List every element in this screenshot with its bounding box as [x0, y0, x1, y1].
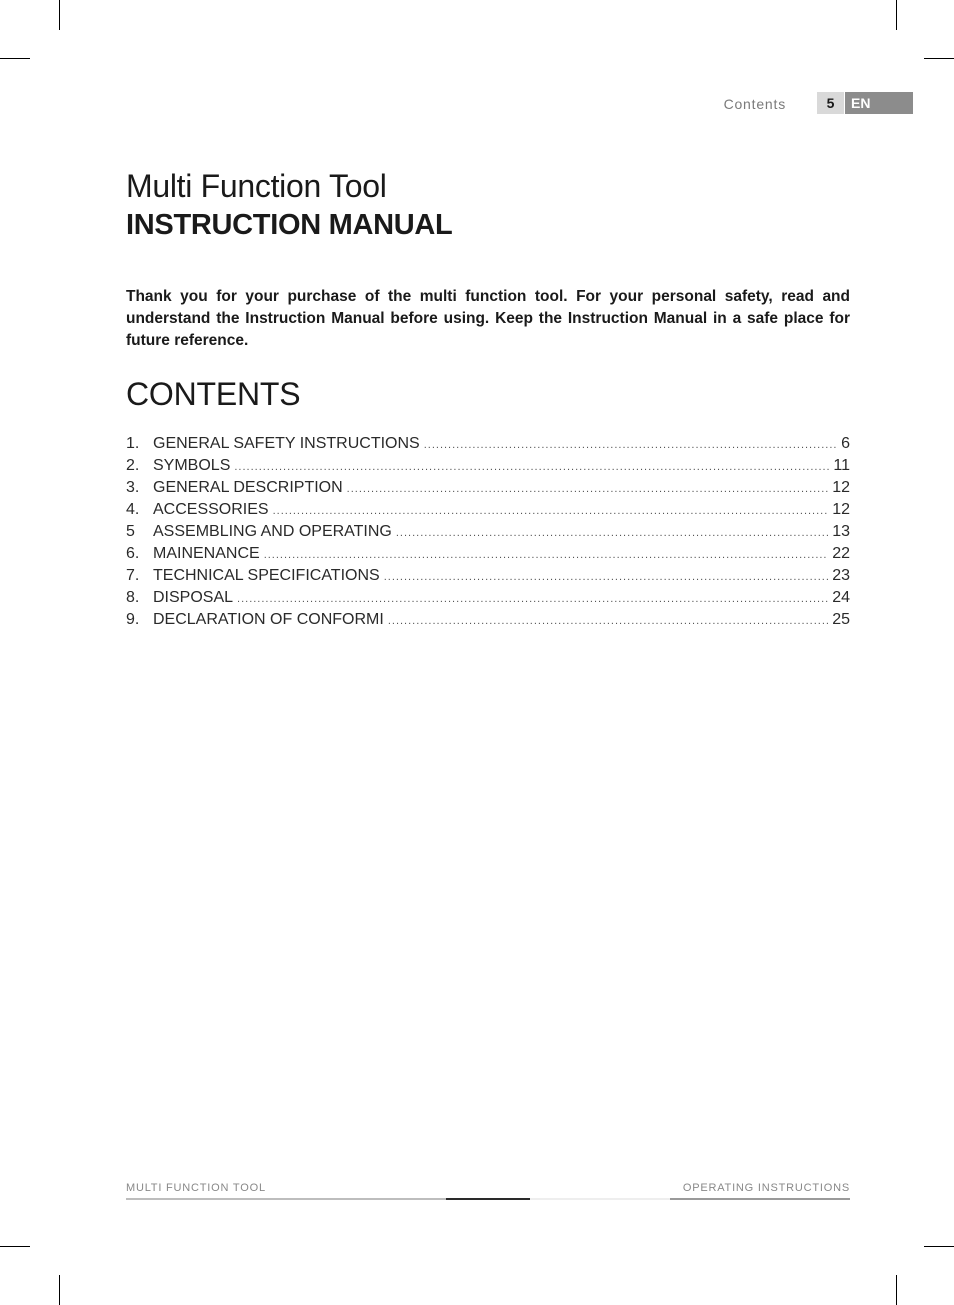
product-title: Multi Function Tool — [126, 168, 387, 204]
toc-item-number: 3. — [126, 479, 140, 496]
toc-item-page: 12 — [832, 479, 850, 496]
toc-item-page: 24 — [832, 589, 850, 606]
toc-leader-dots — [424, 439, 837, 451]
footer-rule — [530, 1198, 670, 1200]
toc-item-page: 23 — [832, 567, 850, 584]
footer-document-type: OPERATING INSTRUCTIONS — [682, 1182, 850, 1194]
toc-item[interactable] — [126, 611, 850, 633]
toc-item-title: GENERAL SAFETY INSTRUCTIONS — [153, 435, 420, 452]
footer-rule — [126, 1198, 446, 1200]
toc-item-number: 1. — [126, 435, 140, 452]
toc-item-title: MAINENANCE — [153, 545, 260, 562]
crop-mark — [896, 0, 897, 30]
toc-item-title: GENERAL DESCRIPTION — [153, 479, 343, 496]
toc-item-number: 7. — [126, 567, 140, 584]
toc-item-title: TECHNICAL SPECIFICATIONS — [153, 567, 380, 584]
toc-item-page: 6 — [841, 435, 850, 452]
toc-item-title: DISPOSAL — [153, 589, 234, 606]
toc-item[interactable] — [126, 501, 850, 523]
toc-leader-dots — [347, 483, 829, 495]
page-number: 5 — [817, 92, 844, 114]
footer-rule — [446, 1198, 530, 1200]
toc-item[interactable] — [126, 479, 850, 501]
toc-item[interactable] — [126, 589, 850, 611]
toc-item-title: DECLARATION OF CONFORMI — [153, 611, 384, 628]
intro-paragraph: Thank you for your purchase of the multi function tool. For your personal safety, read and understand the Instruction Manual before using. Keep the Instruction Manual in a safe place for future reference. — [126, 288, 850, 349]
toc-item[interactable] — [126, 545, 850, 567]
toc-leader-dots — [273, 505, 829, 517]
toc-item-title: ACCESSORIES — [153, 501, 269, 518]
toc-item-number: 6. — [126, 545, 140, 562]
footer-product-name: MULTI FUNCTION TOOL — [126, 1182, 266, 1194]
toc-item-page: 22 — [832, 545, 850, 562]
toc-item[interactable] — [126, 435, 850, 457]
crop-mark — [0, 1246, 30, 1247]
crop-mark — [0, 58, 30, 59]
toc-item-number: 5 — [126, 523, 135, 540]
toc-leader-dots — [234, 461, 829, 473]
toc-leader-dots — [388, 615, 828, 627]
crop-mark — [59, 0, 60, 30]
crop-mark — [924, 58, 954, 59]
document-title: INSTRUCTION MANUAL — [126, 209, 453, 241]
toc-item-number: 4. — [126, 501, 140, 518]
toc-leader-dots — [237, 593, 828, 605]
toc-item-number: 9. — [126, 611, 140, 628]
toc-item-title: SYMBOLS — [153, 457, 231, 474]
toc-item[interactable] — [126, 523, 850, 545]
toc-item[interactable] — [126, 567, 850, 589]
toc-item-title: ASSEMBLING AND OPERATING — [153, 523, 392, 540]
contents-heading: CONTENTS — [126, 376, 301, 412]
toc-item-number: 8. — [126, 589, 140, 606]
toc-item[interactable] — [126, 457, 850, 479]
toc-leader-dots — [396, 527, 828, 539]
toc-item-page: 25 — [832, 611, 850, 628]
toc-leader-dots — [264, 549, 829, 561]
toc-item-page: 11 — [833, 457, 850, 474]
language-tab: EN — [845, 92, 913, 114]
toc-item-page: 13 — [832, 523, 850, 540]
toc-leader-dots — [384, 571, 829, 583]
crop-mark — [924, 1246, 954, 1247]
footer-rule — [670, 1198, 850, 1200]
table-of-contents — [126, 435, 850, 633]
toc-item-number: 2. — [126, 457, 140, 474]
toc-item-page: 12 — [832, 501, 850, 518]
header-section-label: Contents — [723, 96, 786, 112]
crop-mark — [896, 1275, 897, 1305]
crop-mark — [59, 1275, 60, 1305]
